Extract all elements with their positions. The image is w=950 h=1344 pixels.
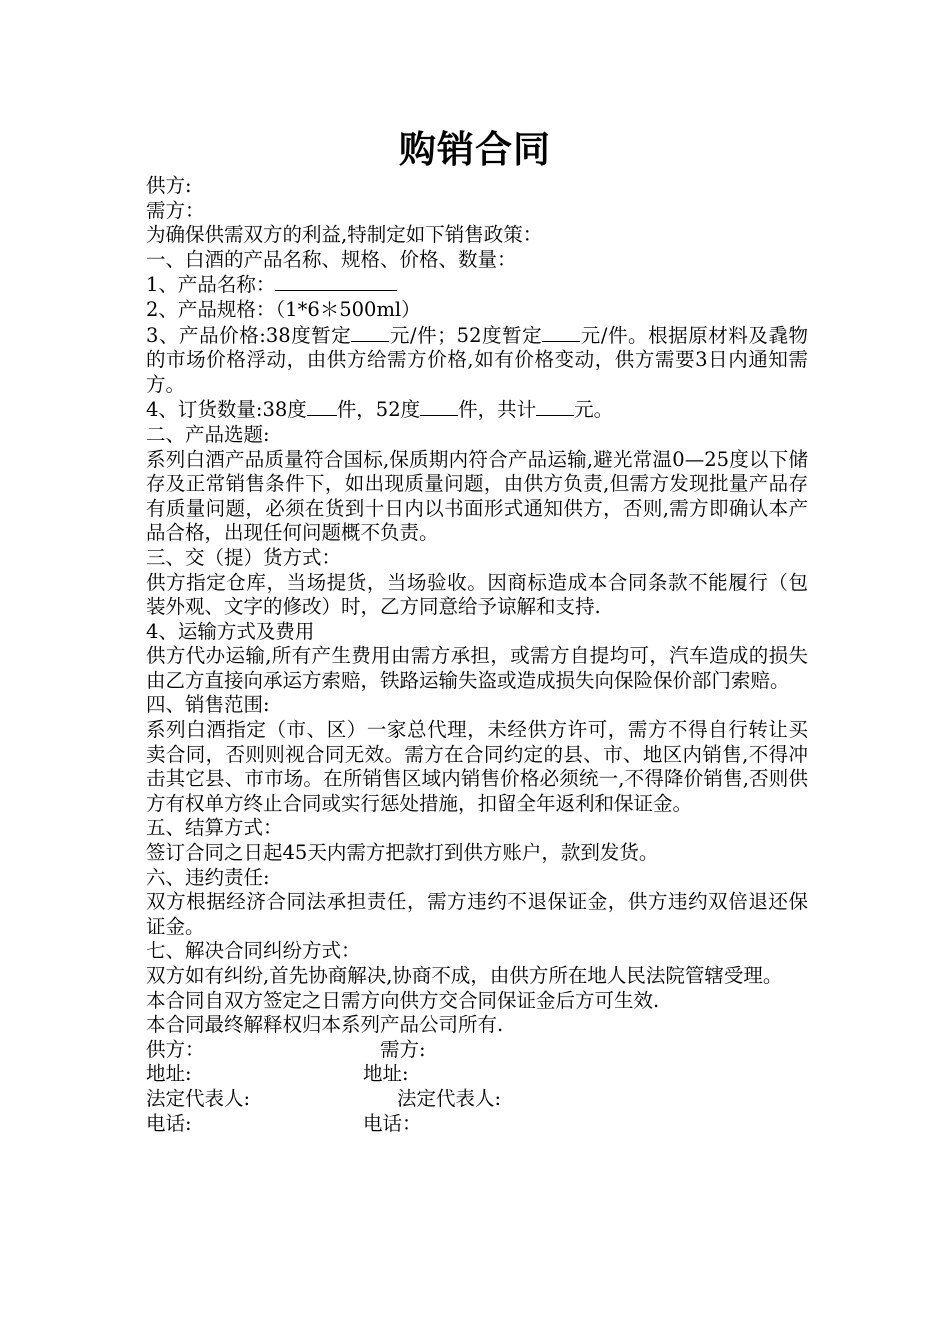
- section-2-heading: 二、产品选题:: [146, 422, 270, 446]
- price-52-blank: [542, 323, 580, 342]
- item-3-part-a: 3、产品价格:38度暂定: [146, 323, 352, 347]
- contract-body: [146, 174, 808, 1136]
- qty-52-blank: [420, 397, 458, 416]
- phone-left-label: 电话:: [146, 1111, 192, 1135]
- section-6-heading: 六、违约责任:: [146, 865, 270, 889]
- item-4-part-a: 4、订货数量:38度: [146, 398, 307, 422]
- item-3-part-c: 元/件。根据原材料及毳物的市场价格浮动，由供方给需方价格,如有价格变动，供方需要3日内通知需方。: [146, 323, 808, 396]
- item-2-spec: 2、产品规格：（1*6＊500ml）: [146, 297, 421, 321]
- sign-supplier-label: 供方：: [146, 1037, 205, 1061]
- section-7-heading: 七、解决合同纠纷方式：: [146, 939, 361, 963]
- rep-right-label: 法定代表人:: [397, 1086, 502, 1110]
- phone-right-label: 电话：: [363, 1111, 422, 1135]
- address-right-label: 地址:: [363, 1062, 409, 1086]
- interpretation-clause: 本合同最终解释权归本系列产品公司所有.: [146, 1013, 504, 1037]
- item-4-quantity: [146, 397, 808, 423]
- product-name-blank: [275, 272, 397, 291]
- section-4a-text: 供方代办运输,所有产生费用由需方承担，或需方自提均可，汽车造成的损失由乙方直接向承运方索赔，铁路运输失盗或造成损失向保险保价部门索赔。: [146, 644, 808, 692]
- section-7-text: 双方如有纠纷,首先协商解决,协商不成，由供方所在地人民法院管辖受理。: [146, 964, 783, 987]
- rep-left-label: 法定代表人:: [146, 1086, 251, 1110]
- section-4-heading: 四、销售范围:: [146, 693, 270, 717]
- section-5-heading: 五、结算方式：: [146, 816, 283, 840]
- signature-row-address: [146, 1062, 808, 1087]
- section-3-heading: 三、交（提）货方式：: [146, 545, 342, 569]
- item-3-part-b: 元/件；52度暂定: [389, 323, 543, 347]
- signature-row-parties: [146, 1038, 808, 1063]
- item-4-part-b: 件，52度: [336, 398, 421, 422]
- address-left-label: 地址:: [146, 1062, 192, 1086]
- section-1-heading: 一、白酒的产品名称、规格、价格、数量：: [146, 247, 517, 271]
- signature-row-representative: [146, 1087, 808, 1112]
- supplier-line: 供方:: [146, 174, 192, 197]
- document-title: 购销合同: [399, 128, 551, 171]
- section-5-text: 签订合同之日起45天内需方把款打到供方账户，款到发货。: [146, 841, 659, 865]
- item-4-part-c: 件，共计: [458, 398, 537, 422]
- item-1-label: 1、产品名称：: [146, 273, 276, 297]
- sign-buyer-label: 需方:: [380, 1037, 426, 1061]
- section-4a-heading: 4、运输方式及费用: [146, 619, 315, 643]
- signature-row-phone: [146, 1112, 808, 1137]
- price-38-blank: [351, 323, 389, 342]
- section-3-text: 供方指定仓库，当场提货，当场验收。因商标造成本合同条款不能履行（包装外观、文字的修改）时，乙方同意给予谅解和支持.: [146, 570, 808, 619]
- buyer-line: 需方：: [146, 198, 205, 222]
- section-4-text: 系列白酒指定（市、区）一家总代理，未经供方许可，需方不得自行转让买卖合同，否则则视合同无效。需方在合同约定的县、市、地区内销售,不得冲击其它县、市市场。在所销售区域内销售价格必须统一,不得降价销售,否则供方有权单方终止合同或实行惩处措施，扣留全年返利和保证金。: [146, 718, 808, 815]
- section-2-text: 系列白酒产品质量符合国标,保质期内符合产品运输,避光常温0—25度以下储存及正常销售条件下，如出现质量问题，由供方负责,但需方发现批量产品存有质量问题，必须在货到十日内以书面形式通知供方，否则,需方即确认本产品合格，出现任何问题概不负责。: [146, 447, 808, 545]
- item-1-product-name: [146, 272, 808, 298]
- item-4-part-d: 元。: [574, 398, 614, 422]
- total-blank: [536, 397, 574, 416]
- qty-38-blank: [307, 397, 337, 416]
- section-6-text: 双方根据经济合同法承担责任，需方违约不退保证金，供方违约双倍退还保证金。: [146, 890, 808, 938]
- intro-paragraph: 为确保供需双方的利益,特制定如下销售政策：: [146, 223, 543, 247]
- item-3-price: [146, 323, 808, 398]
- effective-clause: 本合同自双方签定之日需方向供方交合同保证金后方可生效.: [146, 988, 660, 1012]
